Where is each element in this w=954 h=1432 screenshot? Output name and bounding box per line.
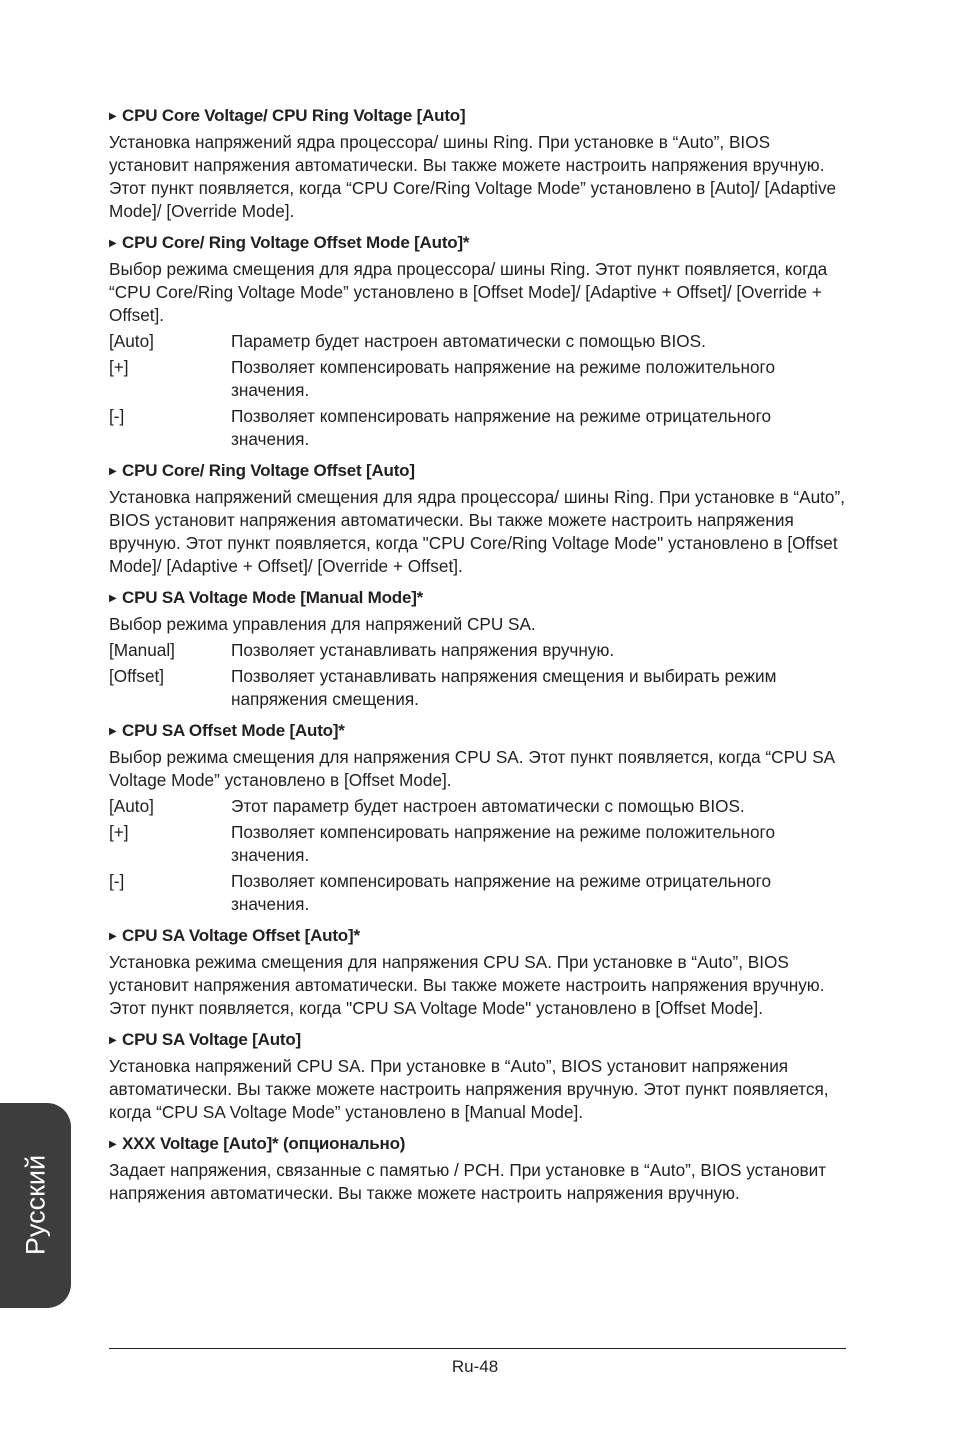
- section-description: Установка напряжений ядра процессора/ шины Ring. При установке в “Auto”, BIOS установит напряжения автоматически. Вы также можете настроить напряжения вручную. Этот пункт появляется, когда “CPU Core/Ring Voltage Mode” установлено в [Auto]/ [Adaptive Mode]/ [Override Mode].: [109, 132, 837, 221]
- language-tab: [0, 1103, 71, 1308]
- option-description: Позволяет устанавливать напряжения смещения и выбирать режим напряжения смещения.: [231, 666, 777, 709]
- option-description: Параметр будет настроен автоматически с помощью BIOS.: [231, 331, 706, 351]
- triangle-right-icon: ▶: [109, 238, 117, 249]
- section-heading: [109, 104, 849, 128]
- option-description: Позволяет устанавливать напряжения вручную.: [231, 640, 615, 660]
- section: [109, 924, 849, 1020]
- option-description: Позволяет компенсировать напряжение на режиме отрицательного значения.: [231, 406, 772, 449]
- section-description: Выбор режима смещения для напряжения CPU SA. Этот пункт появляется, когда “CPU SA Voltage Mode” установлено в [Offset Mode].: [109, 747, 835, 790]
- triangle-right-icon: ▶: [109, 466, 117, 477]
- section-description: Выбор режима смещения для ядра процессора/ шины Ring. Этот пункт появляется, когда “CPU Core/Ring Voltage Mode” установлено в [Offset Mode]/ [Adaptive + Offset]/ [Override + Offset].: [109, 259, 828, 325]
- section-heading: [109, 719, 849, 743]
- option-row: [109, 795, 849, 818]
- option-row: [109, 405, 849, 451]
- section-heading: [109, 1028, 849, 1052]
- triangle-right-icon: ▶: [109, 1139, 117, 1150]
- page-number: Ru-48: [451, 1357, 499, 1376]
- section: [109, 459, 849, 578]
- language-tab-label: Русский: [20, 1154, 51, 1256]
- section-heading-text: CPU Core Voltage/ CPU Ring Voltage [Auto]: [122, 106, 466, 125]
- section-heading-text: CPU Core/ Ring Voltage Offset Mode [Auto]*: [122, 233, 470, 252]
- option-description: Позволяет компенсировать напряжение на режиме положительного значения.: [231, 822, 776, 865]
- section-heading: [109, 459, 849, 483]
- option-key: [Auto]: [109, 331, 154, 351]
- option-row: [109, 870, 849, 916]
- option-row: [109, 356, 849, 402]
- section-heading: [109, 1132, 849, 1156]
- section-description: Установка напряжений смещения для ядра процессора/ шины Ring. При установке в “Auto”, BIOS установит напряжения автоматически. Вы также можете настроить напряжения вручную. Этот пункт появляется, когда "CPU Core/Ring Voltage Mode" установлено в [Offset Mode]/ [Adaptive + Offset]/ [Override + Offset].: [109, 487, 845, 576]
- option-key: [Manual]: [109, 640, 175, 660]
- triangle-right-icon: ▶: [109, 1035, 117, 1046]
- section-description: Задает напряжения, связанные с памятью / PCH. При установке в “Auto”, BIOS установит напряжения автоматически. Вы также можете настроить напряжения вручную.: [109, 1160, 827, 1203]
- option-row: [109, 665, 849, 711]
- option-row: [109, 330, 849, 353]
- section-heading: [109, 231, 849, 255]
- option-key: [+]: [109, 822, 129, 842]
- section-description: Установка режима смещения для напряжения CPU SA. При установке в “Auto”, BIOS установит напряжения автоматически. Вы также можете настроить напряжения вручную. Этот пункт появляется, когда "CPU SA Voltage Mode" установлено в [Offset Mode].: [109, 952, 825, 1018]
- option-description: Позволяет компенсировать напряжение на режиме положительного значения.: [231, 357, 776, 400]
- triangle-right-icon: ▶: [109, 593, 117, 604]
- option-row: [109, 821, 849, 867]
- section-heading: [109, 924, 849, 948]
- triangle-right-icon: ▶: [109, 111, 117, 122]
- footer-divider: [109, 1348, 846, 1349]
- section: [109, 104, 849, 223]
- section-heading-text: XXX Voltage [Auto]* (опционально): [122, 1134, 406, 1153]
- option-key: [Auto]: [109, 796, 154, 816]
- section: [109, 1132, 849, 1205]
- section: [109, 231, 849, 451]
- section-heading: [109, 586, 849, 610]
- section-heading-text: CPU SA Voltage [Auto]: [122, 1030, 302, 1049]
- section-heading-text: CPU SA Voltage Mode [Manual Mode]*: [122, 588, 424, 607]
- section: [109, 719, 849, 916]
- section-description: Установка напряжений CPU SA. При установке в “Auto”, BIOS установит напряжения автоматически. Вы также можете настроить напряжения вручную. Этот пункт появляется, когда “CPU SA Voltage Mode” установлено в [Manual Mode].: [109, 1056, 829, 1122]
- triangle-right-icon: ▶: [109, 726, 117, 737]
- option-key: [-]: [109, 871, 125, 891]
- option-key: [+]: [109, 357, 129, 377]
- option-description: Позволяет компенсировать напряжение на режиме отрицательного значения.: [231, 871, 772, 914]
- section-description: Выбор режима управления для напряжений CPU SA.: [109, 614, 536, 634]
- option-key: [-]: [109, 406, 125, 426]
- section-heading-text: CPU SA Voltage Offset [Auto]*: [122, 926, 360, 945]
- option-row: [109, 639, 849, 662]
- option-key: [Offset]: [109, 666, 165, 686]
- section: [109, 1028, 849, 1124]
- option-description: Этот параметр будет настроен автоматически с помощью BIOS.: [231, 796, 745, 816]
- section: [109, 586, 849, 711]
- section-heading-text: CPU SA Offset Mode [Auto]*: [122, 721, 345, 740]
- section-heading-text: CPU Core/ Ring Voltage Offset [Auto]: [122, 461, 415, 480]
- document-body: [109, 104, 849, 1213]
- triangle-right-icon: ▶: [109, 931, 117, 942]
